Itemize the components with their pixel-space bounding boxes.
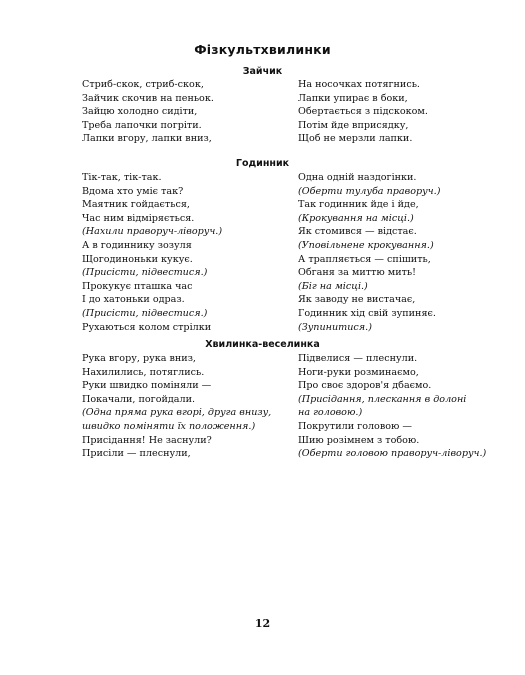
verse-line: Покачали, погойдали. (82, 393, 196, 405)
verse-line: Як заводу не вистачає, (298, 294, 416, 306)
section-khvylynka-left-column (82, 352, 271, 461)
exercise-instruction: (Уповільнене крокування.) (298, 239, 434, 251)
verse-line: Час ним відміряється. (82, 212, 195, 224)
verse-line: Підвелися — плеснули. (298, 353, 418, 364)
verse-line: Зайцю холодно сидіти, (82, 106, 198, 118)
section-heading-hodynnyk: Годинник (235, 158, 290, 169)
verse-line: Одна одній наздогінки. (298, 172, 417, 183)
verse-line: Як стомився — відстає. (298, 226, 417, 238)
verse-line: Шию розімнем з тобою. (298, 434, 420, 446)
verse-line: Ноги-руки розминаємо, (298, 366, 419, 378)
verse-line: Лапки упирає в боки, (298, 92, 408, 104)
verse-line: Так годинник йде і йде, (298, 199, 419, 211)
verse-line: Годинник хід свій зупиняє. (298, 307, 436, 319)
verse-line: Тік-так, тік-так. (82, 172, 162, 183)
section-zaichyk-left-column (82, 78, 214, 146)
verse-line: Щоб не мерзли лапки. (298, 133, 413, 145)
section-khvylynka-right-column (298, 352, 486, 461)
verse-line: Маятник гойдається, (82, 199, 190, 211)
section-heading-khvylynka: Хвилинка-веселинка (205, 339, 320, 350)
verse-line: Обертається з підскоком. (298, 106, 428, 118)
verse-line: Вдома хто уміє так? (82, 185, 184, 197)
section-hodynnyk-left-column (82, 171, 222, 334)
page-number: 12 (254, 617, 271, 630)
verse-line: Зайчик скочив на пеньок. (82, 92, 214, 104)
exercise-instruction: (Одна пряма рука вгорі, друга внизу, (82, 407, 272, 419)
page-title: Фізкультхвилинки (194, 42, 331, 57)
verse-line: Обганя за миттю мить! (298, 267, 417, 279)
verse-line: Руки швидко поміняли — (82, 380, 212, 392)
verse-line: Треба лапочки погріти. (82, 119, 202, 131)
verse-line: Присіли — плеснули, (82, 448, 191, 460)
verse-line: Щогодиноньки кукує. (82, 253, 193, 265)
verse-line: Покрутили головою — (298, 420, 413, 432)
exercise-instruction: (Крокування на місці.) (298, 212, 414, 224)
verse-line: Лапки вгору, лапки вниз, (82, 133, 212, 145)
exercise-instruction: (Біг на місці.) (298, 280, 368, 292)
verse-line: Присідання! Не заснули? (82, 434, 212, 446)
exercise-instruction: (Присісти, підвестися.) (82, 307, 208, 319)
exercise-instruction: на головою.) (298, 407, 363, 419)
verse-line: І до хатоньки одраз. (82, 294, 185, 306)
verse-line: Рухаються колом стрілки (82, 321, 212, 333)
section-heading-zaichyk: Зайчик (242, 66, 283, 77)
verse-line: А в годиннику зозуля (82, 239, 192, 251)
verse-line: Про своє здоров'я дбаємо. (298, 380, 432, 392)
verse-line: Потім йде вприсядку, (298, 119, 409, 131)
verse-line: Стриб-скок, стриб-скок, (82, 79, 204, 90)
exercise-instruction: (Оберти тулуба праворуч.) (298, 185, 441, 197)
exercise-instruction: (Оберти головою праворуч-ліворуч.) (298, 448, 487, 460)
exercise-instruction: (Нахили праворуч-ліворуч.) (82, 226, 223, 238)
section-zaichyk-right-column (298, 78, 428, 146)
verse-line: Прокукує пташка час (82, 280, 193, 292)
verse-line: Нахилились, потяглись. (82, 366, 205, 378)
section-hodynnyk-right-column (298, 171, 440, 334)
exercise-instruction: (Присідання, плескання в долоні (298, 393, 467, 405)
exercise-instruction: (Зупинитися.) (298, 321, 372, 333)
verse-line: А трапляється — спішить, (298, 253, 431, 265)
verse-line: На носочках потягнись. (298, 79, 420, 90)
exercise-instruction: швидко поміняти їх положення.) (82, 420, 256, 432)
exercise-instruction: (Присісти, підвестися.) (82, 267, 208, 279)
verse-line: Рука вгору, рука вниз, (82, 353, 196, 364)
